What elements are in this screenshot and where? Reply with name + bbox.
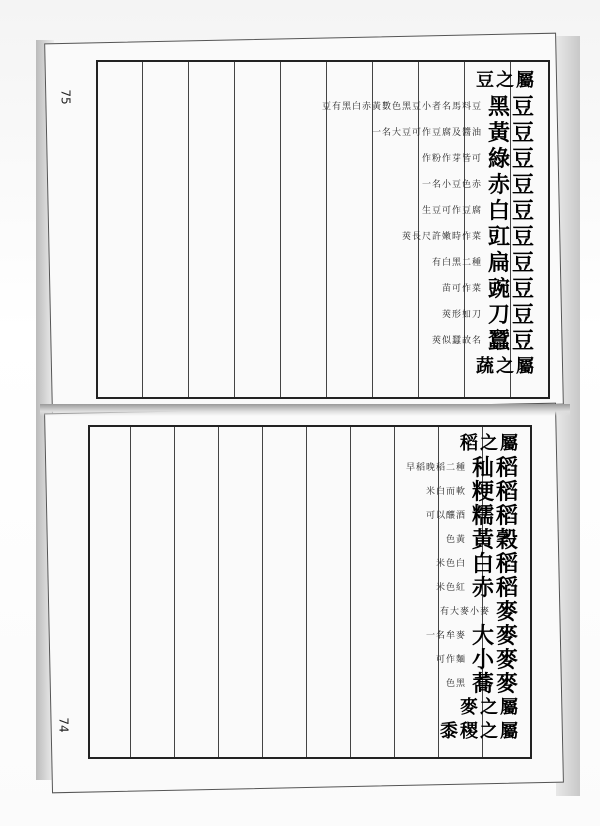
section-heading-text: 豆之屬	[476, 70, 536, 91]
entry-annotation: 有白黑二種	[431, 257, 482, 268]
entry-row	[104, 144, 536, 170]
entry-headword: 黑豆	[487, 93, 536, 118]
entry-annotation: 莢長尺許嫩時作菜	[401, 231, 482, 242]
section-heading-text: 蔬之屬	[476, 356, 536, 377]
entry-row	[104, 248, 536, 274]
entry-headword: 赤稻	[471, 574, 520, 598]
entry-annotation: 米色紅	[435, 582, 466, 593]
entry-row	[104, 196, 536, 222]
entry-row	[96, 622, 520, 646]
bottom-page-text	[92, 430, 524, 750]
entry-row	[104, 222, 536, 248]
section-heading	[104, 352, 536, 378]
entry-headword: 赤豆	[487, 171, 536, 196]
entry-annotation: 有大麥小麥	[439, 606, 490, 617]
entry-row	[96, 478, 520, 502]
entry-headword: 粳稻	[471, 478, 520, 502]
entry-annotation: 米色白	[435, 558, 466, 569]
entry-headword: 秈稻	[471, 454, 520, 478]
entry-headword: 綠豆	[487, 145, 536, 170]
entry-row	[104, 300, 536, 326]
entry-annotation: 可作麵	[435, 654, 466, 665]
section-heading	[96, 718, 520, 742]
entry-annotation: 一名牟麥	[425, 630, 466, 641]
entry-annotation: 一名大豆可作豆腐及醬油	[371, 127, 482, 138]
entry-row	[104, 92, 536, 118]
entry-row	[96, 526, 520, 550]
entry-headword: 豌豆	[487, 275, 536, 300]
entry-annotation: 莢似蠶故名	[431, 335, 482, 346]
page-number-bottom: 74	[56, 717, 71, 733]
entry-annotation: 色黃	[445, 534, 466, 545]
entry-annotation: 米白而軟	[425, 486, 466, 497]
entry-headword: 豇豆	[487, 223, 536, 248]
section-heading	[104, 66, 536, 92]
entry-headword: 小麥	[471, 646, 520, 670]
page-number-top: 75	[58, 89, 73, 105]
entry-annotation: 豆有黑白赤黃數色黑豆小者名馬料豆	[321, 101, 482, 112]
entry-headword: 糯稻	[471, 502, 520, 526]
entry-row	[96, 574, 520, 598]
entry-headword: 蕎麥	[471, 670, 520, 694]
section-heading-text: 麥之屬	[460, 697, 520, 718]
entry-row	[104, 326, 536, 352]
entry-annotation: 莢形如刀	[441, 309, 482, 320]
entry-annotation: 生豆可作豆腐	[421, 205, 482, 216]
entry-row	[96, 550, 520, 574]
entry-headword: 蠶豆	[487, 327, 536, 352]
entry-annotation: 苗可作菜	[441, 283, 482, 294]
entry-annotation: 早稻晚稻二種	[405, 462, 466, 473]
entry-row	[96, 454, 520, 478]
entry-row	[104, 118, 536, 144]
entry-annotation: 一名小豆色赤	[421, 179, 482, 190]
entry-headword: 麥	[495, 598, 520, 622]
entry-headword: 黃豆	[487, 119, 536, 144]
entry-row	[96, 646, 520, 670]
entry-annotation: 作粉作芽皆可	[421, 153, 482, 164]
top-page-text	[100, 66, 540, 391]
section-heading-text: 黍稷之屬	[440, 721, 520, 742]
book-spine	[40, 404, 570, 416]
entry-headword: 白豆	[487, 197, 536, 222]
entry-annotation: 可以釀酒	[425, 510, 466, 521]
entry-headword: 白稻	[471, 550, 520, 574]
entry-row	[104, 274, 536, 300]
section-heading	[96, 694, 520, 718]
entry-row	[96, 502, 520, 526]
entry-headword: 黃穀	[471, 526, 520, 550]
section-heading	[96, 430, 520, 454]
section-heading-text: 稻之屬	[460, 433, 520, 454]
entry-row	[104, 170, 536, 196]
entry-annotation: 色黑	[445, 678, 466, 689]
entry-headword: 大麥	[471, 622, 520, 646]
entry-row	[96, 670, 520, 694]
entry-row	[96, 598, 520, 622]
entry-headword: 刀豆	[487, 301, 536, 326]
entry-headword: 扁豆	[487, 249, 536, 274]
